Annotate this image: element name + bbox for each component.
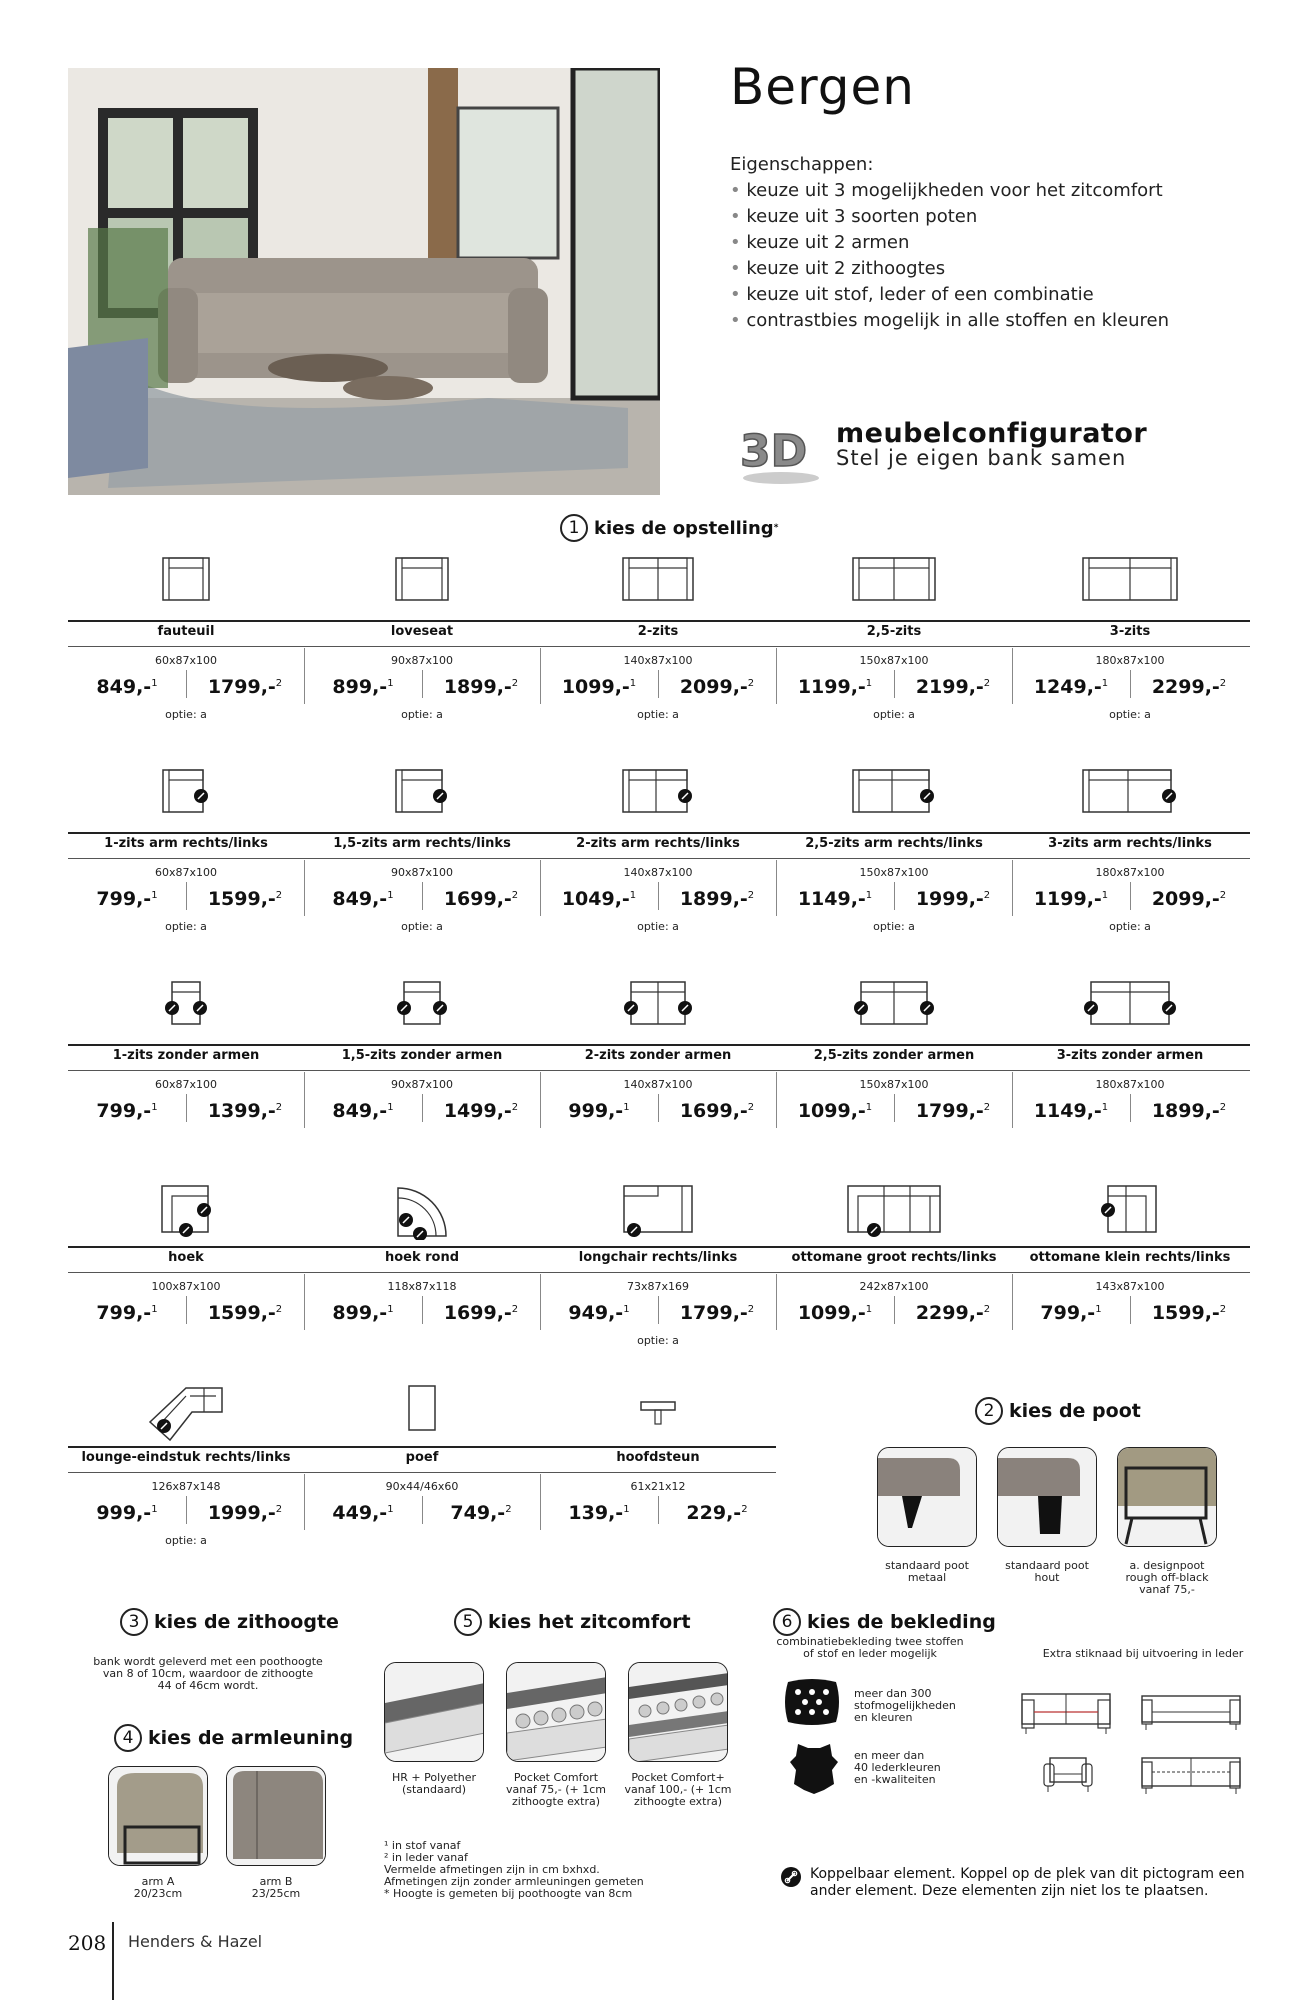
arm-caption: arm A 20/23cm <box>133 1875 183 1900</box>
comfort-caption: Pocket Comfort+ vanaf 100,- (+ 1cm zithoogte extra) <box>624 1771 732 1808</box>
poef-icon[interactable] <box>304 1382 540 1434</box>
item-dimensions: 90x87x100 <box>390 866 453 879</box>
price-leather: 1799,-$^2$ <box>207 676 283 698</box>
leg-option-wood[interactable] <box>997 1447 1097 1547</box>
item-name: longchair rechts/links <box>578 1250 738 1265</box>
configurator-subtitle[interactable]: Stel je eigen bank samen <box>836 446 1127 470</box>
2-5-zits-icon[interactable] <box>776 556 1012 602</box>
price-leather: 1899,-$^2$ <box>443 676 519 698</box>
price-divider <box>422 882 423 910</box>
property-item: • keuze uit 3 mogelijkheden voor het zitcomfort <box>730 178 1169 204</box>
row-header-line <box>68 1246 1250 1248</box>
price-leather: 1799,-$^2$ <box>679 1302 755 1324</box>
stitch-label: Extra stiknaad bij uitvoering in leder <box>1042 1647 1244 1660</box>
price-leather: 1699,-$^2$ <box>679 1100 755 1122</box>
arm-caption: arm B 23/25cm <box>251 1875 301 1900</box>
item-name: 2-zits <box>637 624 679 639</box>
price-divider <box>658 670 659 698</box>
property-item: • keuze uit 2 zithoogtes <box>730 256 1169 282</box>
price-fabric: 1149,-$^1$ <box>1033 1100 1109 1122</box>
item-dimensions: 180x87x100 <box>1095 866 1165 879</box>
price-fabric: 999,-$^1$ <box>568 1100 630 1122</box>
leg-option-metal[interactable] <box>877 1447 977 1547</box>
item-option: optie: a <box>401 708 443 721</box>
3-zits-zonder-armen-icon[interactable] <box>1012 980 1248 1026</box>
ottomane-klein-icon[interactable] <box>1012 1182 1248 1238</box>
item-name: 1-zits arm rechts/links <box>104 836 268 851</box>
footnotes <box>384 1840 644 1900</box>
item-option: optie: a <box>165 1534 207 1547</box>
item-dimensions: 61x21x12 <box>630 1480 686 1493</box>
price-divider <box>894 1094 895 1122</box>
price-leather: 1999,-$^2$ <box>207 1502 283 1524</box>
price-leather: 1699,-$^2$ <box>443 1302 519 1324</box>
price-divider <box>186 1094 187 1122</box>
item-option: optie: a <box>1109 920 1151 933</box>
item-name: hoofdsteun <box>616 1450 700 1465</box>
item-name: ottomane groot rechts/links <box>791 1250 997 1265</box>
price-leather: 1499,-$^2$ <box>443 1100 519 1122</box>
price-divider <box>186 882 187 910</box>
price-divider <box>1130 670 1131 698</box>
row-divider <box>68 1472 776 1473</box>
price-fabric: 849,-$^1$ <box>96 676 158 698</box>
step-number: 4 <box>114 1724 142 1752</box>
page-number: 208 <box>68 1931 107 1955</box>
footnote: ² in leder vanaf <box>384 1851 468 1864</box>
price-divider <box>1130 882 1131 910</box>
item-name: 1,5-zits arm rechts/links <box>333 836 511 851</box>
column-divider <box>776 860 777 916</box>
item-name: 2,5-zits arm rechts/links <box>805 836 983 851</box>
brand-name: Henders & Hazel <box>128 1932 263 1951</box>
stitch-chair-icon <box>1040 1750 1096 1800</box>
price-leather: 749,-$^2$ <box>450 1502 512 1524</box>
item-option: optie: a <box>401 920 443 933</box>
price-divider <box>1130 1296 1131 1324</box>
price-divider <box>894 1296 895 1324</box>
step-footnote-mark: * <box>773 523 779 533</box>
fauteuil-icon[interactable] <box>68 556 304 602</box>
footer-divider <box>112 1922 114 2000</box>
price-leather: 1399,-$^2$ <box>207 1100 283 1122</box>
step-number: 2 <box>975 1397 1003 1425</box>
column-divider <box>776 1072 777 1128</box>
price-fabric: 1099,-$^1$ <box>797 1100 873 1122</box>
price-divider <box>422 1094 423 1122</box>
item-name: 2,5-zits zonder armen <box>813 1048 975 1063</box>
item-name: 2,5-zits <box>866 624 922 639</box>
price-leather: 1999,-$^2$ <box>915 888 991 910</box>
column-divider <box>1012 1274 1013 1330</box>
row-divider <box>68 1070 1250 1071</box>
hoek-icon[interactable] <box>68 1182 304 1238</box>
row-header-line <box>68 1446 776 1448</box>
price-leather: 1599,-$^2$ <box>207 1302 283 1324</box>
price-leather: 1899,-$^2$ <box>679 888 755 910</box>
price-fabric: 999,-$^1$ <box>96 1502 158 1524</box>
item-dimensions: 140x87x100 <box>623 654 693 667</box>
price-fabric: 1099,-$^1$ <box>797 1302 873 1324</box>
item-dimensions: 60x87x100 <box>154 1078 217 1091</box>
price-fabric: 799,-$^1$ <box>1040 1302 1102 1324</box>
1-zits-arm-icon[interactable] <box>68 768 304 814</box>
step-number: 6 <box>773 1608 801 1636</box>
column-divider <box>1012 648 1013 704</box>
price-fabric: 899,-$^1$ <box>332 676 394 698</box>
item-dimensions: 140x87x100 <box>623 866 693 879</box>
price-leather: 2299,-$^2$ <box>915 1302 991 1324</box>
item-dimensions: 90x44/46x60 <box>385 1480 459 1493</box>
property-item: • contrastbies mogelijk in alle stoffen en kleuren <box>730 308 1169 334</box>
loveseat-icon[interactable] <box>304 556 540 602</box>
comfort-pocket[interactable] <box>506 1662 606 1762</box>
price-fabric: 949,-$^1$ <box>568 1302 630 1324</box>
product-photo <box>68 68 660 495</box>
price-leather: 2299,-$^2$ <box>1151 676 1227 698</box>
price-divider <box>186 1296 187 1324</box>
column-divider <box>1012 860 1013 916</box>
price-divider <box>422 1296 423 1324</box>
step-label: kies de bekleding <box>807 1611 996 1633</box>
price-divider <box>658 882 659 910</box>
leg-caption: standaard poot hout <box>1005 1559 1089 1584</box>
price-leather: 1699,-$^2$ <box>443 888 519 910</box>
price-fabric: 849,-$^1$ <box>332 888 394 910</box>
footnote: * Hoogte is gemeten bij poothoogte van 8cm <box>384 1887 633 1900</box>
item-dimensions: 90x87x100 <box>390 1078 453 1091</box>
item-dimensions: 180x87x100 <box>1095 1078 1165 1091</box>
item-dimensions: 150x87x100 <box>859 654 929 667</box>
koppel-legend <box>780 1866 1245 1900</box>
price-fabric: 449,-$^1$ <box>332 1502 394 1524</box>
lounge-eindstuk-icon[interactable] <box>68 1382 304 1444</box>
item-name: lounge-eindstuk rechts/links <box>81 1450 291 1465</box>
step-number: 5 <box>454 1608 482 1636</box>
price-divider <box>658 1296 659 1324</box>
2-zits-zonder-armen-icon[interactable] <box>540 980 776 1026</box>
hoofdsteun-icon[interactable] <box>540 1382 776 1434</box>
column-divider <box>540 1072 541 1128</box>
price-fabric: 1149,-$^1$ <box>797 888 873 910</box>
price-divider <box>658 1094 659 1122</box>
price-leather: 229,-$^2$ <box>686 1502 748 1524</box>
price-leather: 1799,-$^2$ <box>915 1100 991 1122</box>
step-label: kies het zitcomfort <box>488 1611 691 1633</box>
seat-height-text: bank wordt geleverd met een poothoogte van 8 of 10cm, waardoor de zithoogte 44 of 46cm wordt. <box>93 1655 323 1692</box>
column-divider <box>304 1474 305 1530</box>
price-fabric: 1099,-$^1$ <box>561 676 637 698</box>
price-divider <box>658 1496 659 1524</box>
column-divider <box>304 1274 305 1330</box>
step-number: 1 <box>560 514 588 542</box>
price-leather: 2099,-$^2$ <box>1151 888 1227 910</box>
item-name: hoek rond <box>384 1250 460 1265</box>
stitch-sofa-side-icon <box>1138 1690 1244 1738</box>
item-dimensions: 60x87x100 <box>154 654 217 667</box>
price-fabric: 139,-$^1$ <box>568 1502 630 1524</box>
column-divider <box>540 1474 541 1530</box>
item-option: optie: a <box>873 708 915 721</box>
column-divider <box>540 860 541 916</box>
price-divider <box>422 1496 423 1524</box>
column-divider <box>776 648 777 704</box>
item-name: 3-zits zonder armen <box>1056 1048 1204 1063</box>
row-header-line <box>68 832 1250 834</box>
properties-heading: Eigenschappen: <box>730 154 874 175</box>
item-name: fauteuil <box>157 624 215 639</box>
leather-info: en meer dan 40 lederkleuren en -kwaliteiten <box>854 1749 941 1786</box>
item-dimensions: 150x87x100 <box>859 1078 929 1091</box>
step-label: kies de armleuning <box>148 1727 354 1749</box>
item-dimensions: 242x87x100 <box>859 1280 929 1293</box>
item-dimensions: 60x87x100 <box>154 866 217 879</box>
price-fabric: 899,-$^1$ <box>332 1302 394 1324</box>
price-divider <box>186 670 187 698</box>
property-item: • keuze uit 3 soorten poten <box>730 204 1169 230</box>
item-option: optie: a <box>637 708 679 721</box>
properties <box>730 152 1169 334</box>
comfort-caption: Pocket Comfort vanaf 75,- (+ 1cm zithoogte extra) <box>505 1771 607 1808</box>
footnote: Vermelde afmetingen zijn in cm bxhxd. <box>384 1863 600 1876</box>
price-fabric: 1199,-$^1$ <box>1033 888 1109 910</box>
item-dimensions: 73x87x169 <box>626 1280 689 1293</box>
stitch-sofa-stitched-icon <box>1138 1752 1244 1802</box>
price-leather: 1899,-$^2$ <box>1151 1100 1227 1122</box>
column-divider <box>304 860 305 916</box>
step-5-heading <box>454 1608 691 1636</box>
item-option: optie: a <box>1109 708 1151 721</box>
leg-caption: a. designpoot rough off-black vanaf 75,- <box>1125 1559 1209 1596</box>
row-header-line <box>68 1044 1250 1046</box>
price-divider <box>1130 1094 1131 1122</box>
step-3-heading <box>120 1608 339 1636</box>
comfort-caption: HR + Polyether (standaard) <box>391 1771 476 1796</box>
step-label: kies de zithoogte <box>154 1611 339 1633</box>
item-name: hoek <box>168 1250 204 1265</box>
row-header-line <box>68 620 1250 622</box>
price-fabric: 799,-$^1$ <box>96 1100 158 1122</box>
step-number: 3 <box>120 1608 148 1636</box>
column-divider <box>540 1274 541 1330</box>
configurator-title[interactable]: meubelconfigurator <box>836 418 1148 449</box>
price-divider <box>894 882 895 910</box>
item-name: ottomane klein rechts/links <box>1029 1250 1231 1265</box>
3-zits-arm-icon[interactable] <box>1012 768 1248 814</box>
price-divider <box>186 1496 187 1524</box>
upholstery-subtitle: combinatiebekleding twee stoffen of stof en leder mogelijk <box>776 1635 964 1660</box>
item-option: optie: a <box>637 1334 679 1347</box>
column-divider <box>540 648 541 704</box>
1-zits-zonder-armen-icon[interactable] <box>68 980 304 1026</box>
item-name: loveseat <box>390 624 454 639</box>
arm-option-a[interactable] <box>108 1766 208 1866</box>
item-name: 3-zits <box>1109 624 1151 639</box>
property-item: • keuze uit stof, leder of een combinatie <box>730 282 1169 308</box>
price-fabric: 849,-$^1$ <box>332 1100 394 1122</box>
item-dimensions: 143x87x100 <box>1095 1280 1165 1293</box>
property-item: • keuze uit 2 armen <box>730 230 1169 256</box>
2-5-zits-arm-icon[interactable] <box>776 768 1012 814</box>
item-name: 1-zits zonder armen <box>112 1048 260 1063</box>
step-4-heading <box>114 1724 353 1752</box>
leg-caption: standaard poot metaal <box>885 1559 969 1584</box>
3d-logo-text: 3D <box>740 426 808 477</box>
footnote: ¹ in stof vanaf <box>384 1839 461 1852</box>
price-fabric: 799,-$^1$ <box>96 888 158 910</box>
comfort-pocket-plus[interactable] <box>628 1662 728 1762</box>
step-label: kies de poot <box>1009 1400 1141 1422</box>
fabric-info: meer dan 300 stofmogelijkheden en kleuren <box>854 1687 956 1724</box>
product-title: Bergen <box>730 58 915 116</box>
item-dimensions: 90x87x100 <box>390 654 453 667</box>
fabric-swatch-icon <box>782 1676 842 1732</box>
ottomane-groot-icon[interactable] <box>776 1182 1012 1238</box>
column-divider <box>776 1274 777 1330</box>
2-zits-icon[interactable] <box>540 556 776 602</box>
price-fabric: 1249,-$^1$ <box>1033 676 1109 698</box>
price-leather: 1599,-$^2$ <box>207 888 283 910</box>
item-option: optie: a <box>165 708 207 721</box>
price-leather: 1599,-$^2$ <box>1151 1302 1227 1324</box>
2-zits-arm-icon[interactable] <box>540 768 776 814</box>
item-name: poef <box>405 1450 439 1465</box>
2-5-zits-zonder-armen-icon[interactable] <box>776 980 1012 1026</box>
row-divider <box>68 1272 1250 1273</box>
row-divider <box>68 646 1250 647</box>
row-divider <box>68 858 1250 859</box>
item-name: 2-zits zonder armen <box>584 1048 732 1063</box>
item-dimensions: 126x87x148 <box>151 1480 221 1493</box>
koppel-text: Koppelbaar element. Koppel op de plek van dit pictogram een <box>810 1866 1245 1882</box>
comfort-hr-polyether[interactable] <box>384 1662 484 1762</box>
item-dimensions: 150x87x100 <box>859 866 929 879</box>
1-5-zits-zonder-armen-icon[interactable] <box>304 980 540 1026</box>
3d-logo[interactable] <box>736 418 826 488</box>
footnote: Afmetingen zijn zonder armleuningen gemeten <box>384 1875 644 1888</box>
step-label: kies de opstelling <box>594 517 774 539</box>
item-option: optie: a <box>165 920 207 933</box>
arm-option-b[interactable] <box>226 1766 326 1866</box>
column-divider <box>304 648 305 704</box>
koppel-text: ander element. Deze elementen zijn niet los te plaatsen. <box>810 1883 1209 1899</box>
link-icon <box>780 1866 802 1900</box>
price-leather: 2099,-$^2$ <box>679 676 755 698</box>
step-6-heading <box>773 1608 996 1636</box>
3-zits-icon[interactable] <box>1012 556 1248 602</box>
item-name: 2-zits arm rechts/links <box>576 836 740 851</box>
item-dimensions: 118x87x118 <box>387 1280 457 1293</box>
item-option: optie: a <box>873 920 915 933</box>
step-2-heading <box>975 1397 1141 1425</box>
item-name: 3-zits arm rechts/links <box>1048 836 1212 851</box>
1-5-zits-arm-icon[interactable] <box>304 768 540 814</box>
item-dimensions: 140x87x100 <box>623 1078 693 1091</box>
item-option: optie: a <box>637 920 679 933</box>
leather-hide-icon <box>788 1740 840 1800</box>
price-fabric: 1049,-$^1$ <box>561 888 637 910</box>
leg-option-design[interactable] <box>1117 1447 1217 1547</box>
column-divider <box>304 1072 305 1128</box>
price-fabric: 1199,-$^1$ <box>797 676 873 698</box>
column-divider <box>1012 1072 1013 1128</box>
price-divider <box>422 670 423 698</box>
step-1-heading <box>560 514 778 542</box>
longchair-icon[interactable] <box>540 1182 776 1238</box>
price-fabric: 799,-$^1$ <box>96 1302 158 1324</box>
stitch-sofa-front-icon <box>1018 1684 1114 1740</box>
item-name: 1,5-zits zonder armen <box>341 1048 503 1063</box>
price-leather: 2199,-$^2$ <box>915 676 991 698</box>
hoek-rond-icon[interactable] <box>304 1182 540 1240</box>
item-dimensions: 100x87x100 <box>151 1280 221 1293</box>
price-divider <box>894 670 895 698</box>
item-dimensions: 180x87x100 <box>1095 654 1165 667</box>
